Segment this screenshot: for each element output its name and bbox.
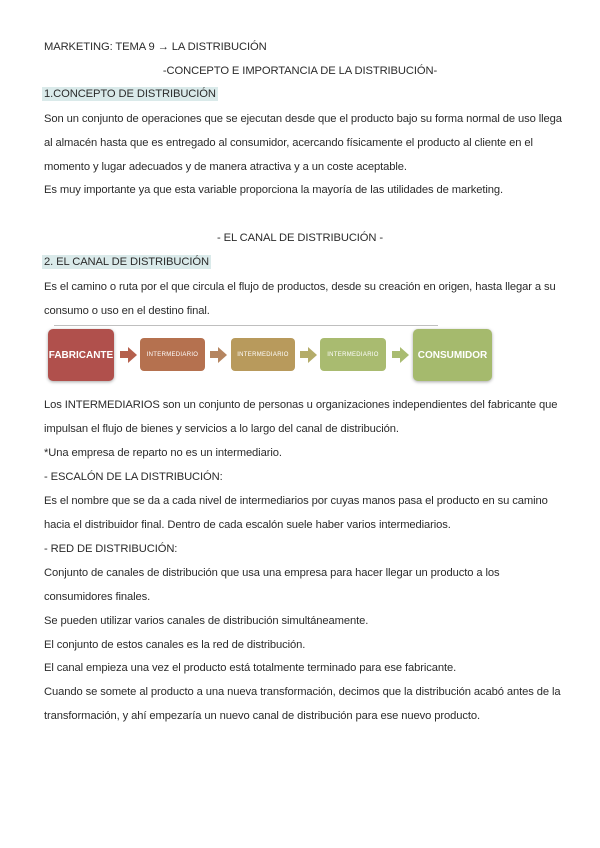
paragraph-line: Es el camino o ruta por el que circula el flujo de productos, desde su creación en origen, hasta llegar a su bbox=[44, 281, 556, 293]
arrow-right-icon bbox=[308, 347, 317, 363]
arrow-body bbox=[210, 351, 218, 358]
section-1-heading-text: 1.CONCEPTO DE DISTRIBUCIÓN bbox=[44, 88, 216, 100]
paragraph-line: Se pueden utilizar varios canales de distribución simultáneamente. bbox=[44, 615, 369, 627]
paragraph-line: consumo o uso en el destino final. bbox=[44, 305, 210, 317]
node-consumidor: CONSUMIDOR bbox=[413, 329, 492, 381]
arrow-right-icon bbox=[128, 347, 137, 363]
distribution-channel-diagram bbox=[44, 322, 500, 384]
paragraph-line: Es muy importante ya que esta variable proporciona la mayoría de las utilidades de marketing. bbox=[44, 184, 503, 196]
arrow-right-icon bbox=[400, 347, 409, 363]
arrow-body bbox=[300, 351, 308, 358]
node-intermediario-1: INTERMEDIARIO bbox=[140, 338, 205, 371]
subheading-red: - RED DE DISTRIBUCIÓN: bbox=[44, 543, 178, 555]
arrow-right-icon bbox=[218, 347, 227, 363]
diagram-divider bbox=[54, 325, 438, 326]
paragraph-line: Es el nombre que se da a cada nivel de intermediarios por cuyas manos pasa el producto en su camino bbox=[44, 495, 548, 507]
paragraph-line: Son un conjunto de operaciones que se ejecutan desde que el producto bajo su forma normal de uso llega bbox=[44, 113, 562, 125]
subheading-escalon: - ESCALÓN DE LA DISTRIBUCIÓN: bbox=[44, 471, 223, 483]
paragraph-line: Conjunto de canales de distribución que usa una empresa para hacer llegar un producto a los bbox=[44, 567, 500, 579]
section-2-heading bbox=[42, 256, 211, 268]
section-2-heading-text: 2. EL CANAL DE DISTRIBUCIÓN bbox=[44, 256, 209, 268]
document-title: MARKETING: TEMA 9 → LA DISTRIBUCIÓN bbox=[44, 41, 267, 53]
arrow-body bbox=[120, 351, 128, 358]
paragraph-line: consumidores finales. bbox=[44, 591, 151, 603]
paragraph-line: El canal empieza una vez el producto está totalmente terminado para ese fabricante. bbox=[44, 662, 457, 674]
paragraph-line: momento y lugar adecuados y de manera atractiva y a un coste aceptable. bbox=[44, 161, 407, 173]
paragraph-line: Los INTERMEDIARIOS son un conjunto de personas u organizaciones independientes del fabricante que bbox=[44, 399, 558, 411]
paragraph-line: hacia el distribuidor final. Dentro de cada escalón suele haber varios intermediarios. bbox=[44, 519, 451, 531]
paragraph-line: impulsan el flujo de bienes y servicios a lo largo del canal de distribución. bbox=[44, 423, 399, 435]
paragraph-line: al almacén hasta que es entregado al consumidor, acercando físicamente el producto al cliente en el bbox=[44, 137, 533, 149]
document-subtitle: -CONCEPTO E IMPORTANCIA DE LA DISTRIBUCIÓN- bbox=[162, 65, 438, 77]
paragraph-line: El conjunto de estos canales es la red de distribución. bbox=[44, 639, 306, 651]
node-intermediario-2: INTERMEDIARIO bbox=[231, 338, 295, 371]
section-2-center-title: - EL CANAL DE DISTRIBUCIÓN - bbox=[216, 232, 384, 244]
section-1-heading bbox=[42, 88, 218, 100]
paragraph-line: transformación, y ahí empezaría un nuevo canal de distribución para ese nuevo producto. bbox=[44, 710, 480, 722]
note-line: *Una empresa de reparto no es un intermediario. bbox=[44, 447, 282, 459]
paragraph-line: Cuando se somete al producto a una nueva transformación, decimos que la distribución acabó antes de la bbox=[44, 686, 561, 698]
arrow-body bbox=[392, 351, 400, 358]
node-fabricante: FABRICANTE bbox=[48, 329, 114, 381]
node-intermediario-3: INTERMEDIARIO bbox=[320, 338, 386, 371]
